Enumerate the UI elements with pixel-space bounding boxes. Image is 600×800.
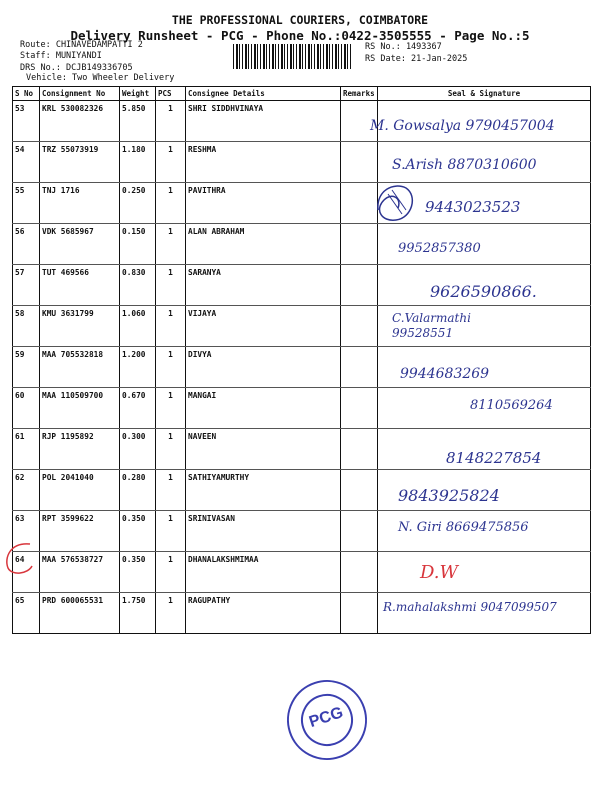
cell-cno: VDK 5685967 xyxy=(40,224,120,265)
cell-pcs: 1 xyxy=(156,429,186,470)
cell-name: SARANYA xyxy=(186,265,341,306)
cell-cno: RJP 1195892 xyxy=(40,429,120,470)
cell-cno: PRD 600065531 xyxy=(40,593,120,634)
cell-name: DIVYA xyxy=(186,347,341,388)
cell-weight: 1.060 xyxy=(120,306,156,347)
cell-weight: 0.350 xyxy=(120,511,156,552)
company-title: THE PROFESSIONAL COURIERS, COIMBATORE xyxy=(171,13,429,27)
cell-cno: TRZ 55073919 xyxy=(40,142,120,183)
cell-remarks xyxy=(341,429,378,470)
rs-number: RS No.: 1493367 xyxy=(365,42,442,52)
cell-sno: 53 xyxy=(13,101,40,142)
cell-weight: 1.200 xyxy=(120,347,156,388)
col-header-pcs: PCS xyxy=(156,87,186,101)
cell-weight: 0.300 xyxy=(120,429,156,470)
pcg-stamp: PCG xyxy=(277,670,378,771)
cell-cno: TNJ 1716 xyxy=(40,183,120,224)
table-row xyxy=(13,224,591,265)
col-header-consignee: Consignee Details xyxy=(186,87,341,101)
signature-scribble xyxy=(372,180,422,228)
cell-name: VIJAYA xyxy=(186,306,341,347)
cell-sno: 60 xyxy=(13,388,40,429)
drs-label: DRS No.: DCJB149336705 xyxy=(20,63,133,73)
signature-57: 9626590866. xyxy=(430,282,537,301)
cell-sno: 61 xyxy=(13,429,40,470)
cell-cno: TUT 469566 xyxy=(40,265,120,306)
cell-weight: 0.250 xyxy=(120,183,156,224)
cell-pcs: 1 xyxy=(156,593,186,634)
cell-sno: 55 xyxy=(13,183,40,224)
cell-weight: 0.670 xyxy=(120,388,156,429)
signature-55: 9443023523 xyxy=(425,198,521,216)
signature-61: 8148227854 xyxy=(446,449,542,467)
barcode xyxy=(233,44,351,69)
table-header-row xyxy=(13,87,591,101)
cell-remarks xyxy=(341,593,378,634)
cell-weight: 0.350 xyxy=(120,552,156,593)
cell-name: SHRI SIDDHVINAYA xyxy=(186,101,341,142)
table-row xyxy=(13,347,591,388)
col-header-weight: Weight xyxy=(120,87,156,101)
col-header-signature: Seal & Signature xyxy=(378,87,591,101)
cell-pcs: 1 xyxy=(156,265,186,306)
signature-62: 9843925824 xyxy=(398,486,500,505)
cell-cno: POL 2041040 xyxy=(40,470,120,511)
cell-cno: KRL 530082326 xyxy=(40,101,120,142)
cell-sno: 59 xyxy=(13,347,40,388)
cell-signature xyxy=(378,552,591,593)
cell-name: SATHIYAMURTHY xyxy=(186,470,341,511)
vehicle-label: Vehicle: Two Wheeler Delivery xyxy=(26,73,175,83)
cell-pcs: 1 xyxy=(156,183,186,224)
cell-weight: 1.750 xyxy=(120,593,156,634)
cell-remarks xyxy=(341,142,378,183)
signature-63: N. Giri 8669475856 xyxy=(398,520,529,535)
cell-weight: 0.150 xyxy=(120,224,156,265)
cell-cno: RPT 3599622 xyxy=(40,511,120,552)
cell-remarks xyxy=(341,306,378,347)
cell-name: PAVITHRA xyxy=(186,183,341,224)
cell-sno: 54 xyxy=(13,142,40,183)
signature-64: D.W xyxy=(420,562,459,583)
col-header-sno: S No xyxy=(13,87,40,101)
cell-weight: 5.850 xyxy=(120,101,156,142)
cell-sno: 62 xyxy=(13,470,40,511)
cell-remarks xyxy=(341,552,378,593)
cell-sno: 58 xyxy=(13,306,40,347)
signature-60: 8110569264 xyxy=(470,398,553,413)
cell-pcs: 1 xyxy=(156,511,186,552)
cell-cno: KMU 3631799 xyxy=(40,306,120,347)
table-row xyxy=(13,470,591,511)
cell-weight: 0.830 xyxy=(120,265,156,306)
cell-pcs: 1 xyxy=(156,224,186,265)
cell-sno: 64 xyxy=(13,552,40,593)
cell-pcs: 1 xyxy=(156,552,186,593)
cell-weight: 1.180 xyxy=(120,142,156,183)
cell-cno: MAA 110509700 xyxy=(40,388,120,429)
cell-remarks xyxy=(341,265,378,306)
cell-name: DHANALAKSHMIMAA xyxy=(186,552,341,593)
cell-pcs: 1 xyxy=(156,347,186,388)
cell-pcs: 1 xyxy=(156,101,186,142)
signature-56: 9952857380 xyxy=(398,241,481,256)
route-label: Route: CHINAVEDAMPATTI 2 xyxy=(20,40,143,50)
cell-sno: 65 xyxy=(13,593,40,634)
cell-remarks xyxy=(341,388,378,429)
col-header-consignment: Consignment No xyxy=(40,87,120,101)
cell-sno: 56 xyxy=(13,224,40,265)
cell-name: MANGAI xyxy=(186,388,341,429)
staff-label: Staff: MUNIYANDI xyxy=(20,51,102,61)
col-header-remarks: Remarks xyxy=(341,87,378,101)
cell-pcs: 1 xyxy=(156,388,186,429)
cell-pcs: 1 xyxy=(156,142,186,183)
cell-remarks xyxy=(341,511,378,552)
cell-pcs: 1 xyxy=(156,306,186,347)
cell-remarks xyxy=(341,470,378,511)
cell-name: RESHMA xyxy=(186,142,341,183)
cell-name: SRINIVASAN xyxy=(186,511,341,552)
cell-sno: 57 xyxy=(13,265,40,306)
cell-weight: 0.280 xyxy=(120,470,156,511)
cell-sno: 63 xyxy=(13,511,40,552)
signature-53: M. Gowsalya 9790457004 xyxy=(370,118,555,134)
cell-name: ALAN ABRAHAM xyxy=(186,224,341,265)
cell-pcs: 1 xyxy=(156,470,186,511)
rs-date: RS Date: 21-Jan-2025 xyxy=(365,54,468,64)
table-row xyxy=(13,552,591,593)
red-pen-mark xyxy=(0,540,36,580)
cell-remarks xyxy=(341,224,378,265)
signature-59: 9944683269 xyxy=(400,366,490,382)
cell-name: RAGUPATHY xyxy=(186,593,341,634)
runsheet-subtitle: Delivery Runsheet - PCG - Phone No.:0422-3505555 - Page No.:5 xyxy=(70,28,530,43)
cell-cno: MAA 576538727 xyxy=(40,552,120,593)
signature-54: S.Arish 8870310600 xyxy=(392,157,537,173)
cell-remarks xyxy=(341,347,378,388)
cell-name: NAVEEN xyxy=(186,429,341,470)
signature-65: R.mahalakshmi 9047099507 xyxy=(383,600,557,614)
signature-58: C.Valarmathi 99528551 xyxy=(392,311,471,340)
cell-cno: MAA 705532818 xyxy=(40,347,120,388)
